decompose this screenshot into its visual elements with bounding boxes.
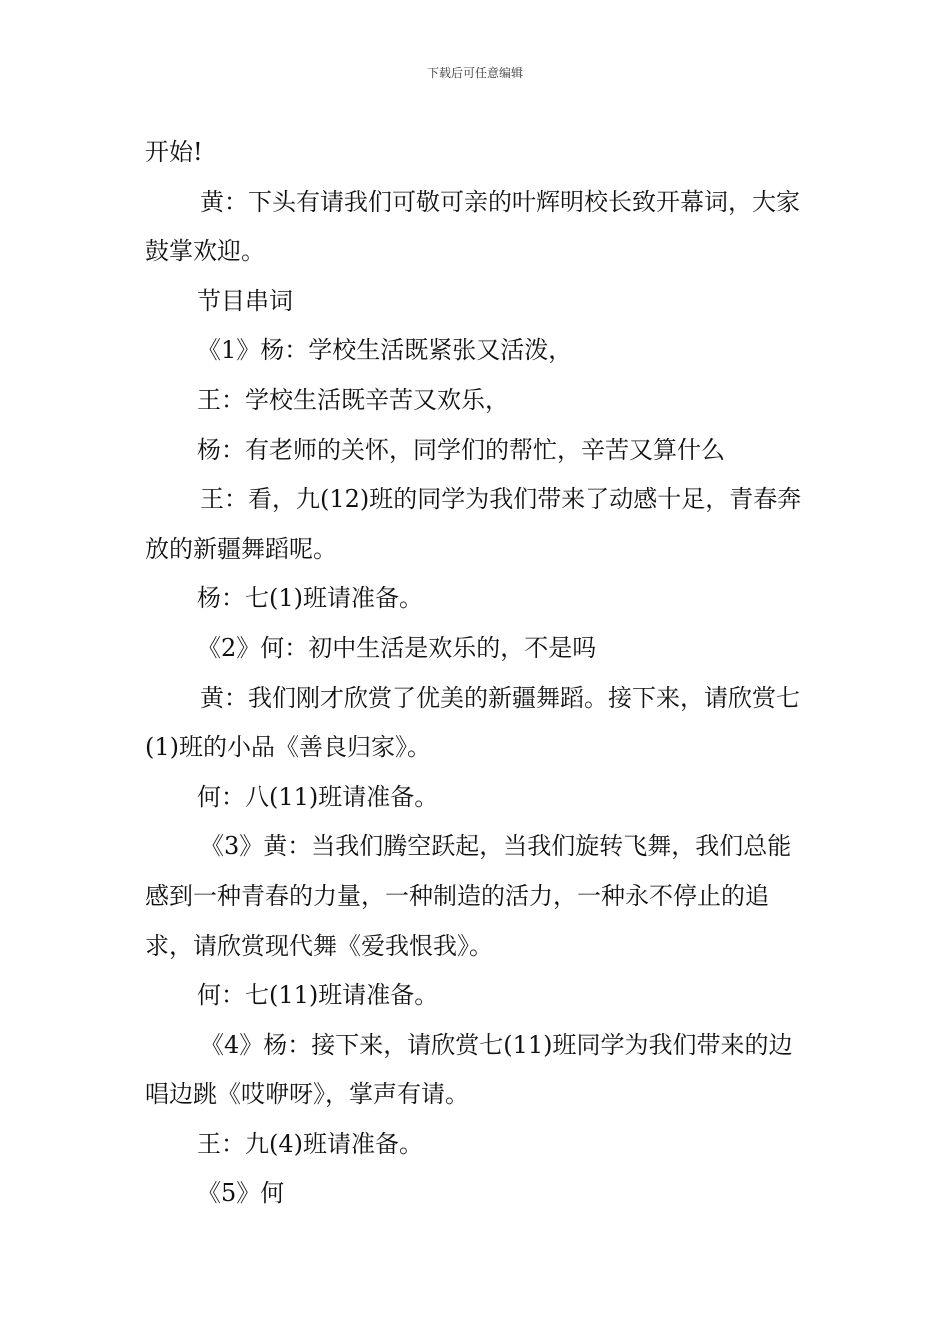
paragraph-6: 杨：有老师的关怀，同学们的帮忙，辛苦又算什么	[197, 435, 725, 464]
paragraph-3: 节目串词	[197, 286, 293, 315]
paragraph-13: 何：七(11)班请准备。	[197, 981, 439, 1010]
paragraph-14: 《4》杨：接下来，请欣赏七(11)班同学为我们带来的边唱边跳《哎咿呀》，掌声有请。	[145, 1030, 793, 1109]
paragraph-1: 开始!	[145, 138, 203, 166]
paragraph-16: 《5》何	[197, 1179, 285, 1208]
paragraph-9: 《2》何：初中生活是欢乐的，不是吗	[197, 633, 597, 662]
paragraph-8: 杨：七(1)班请准备。	[197, 584, 423, 613]
paragraph-2: 黄：下头有请我们可敬可亲的叶辉明校长致开幕词，大家鼓掌欢迎。	[145, 187, 800, 266]
paragraph-7: 王：看，九(12)班的同学为我们带来了动感十足，青春奔放的新疆舞蹈呢。	[145, 485, 802, 563]
paragraph-5: 王：学校生活既辛苦又欢乐，	[197, 385, 509, 414]
paragraph-10: 黄：我们刚才欣赏了优美的新疆舞蹈。接下来，请欣赏七(1)班的小品《善良归家》。	[145, 683, 800, 762]
paragraph-15: 王：九(4)班请准备。	[197, 1129, 423, 1158]
paragraph-4: 《1》杨：学校生活既紧张又活泼，	[197, 336, 573, 365]
paragraph-12: 《3》黄：当我们腾空跃起，当我们旋转飞舞，我们总能感到一种青春的力量，一种制造的活力，一种永不停止的追求，请欣赏现代舞《爱我恨我》。	[145, 832, 792, 960]
paragraph-11: 何：八(11)班请准备。	[197, 782, 439, 811]
page-header: 下载后可任意编辑	[426, 66, 523, 80]
document-body	[145, 128, 815, 1219]
